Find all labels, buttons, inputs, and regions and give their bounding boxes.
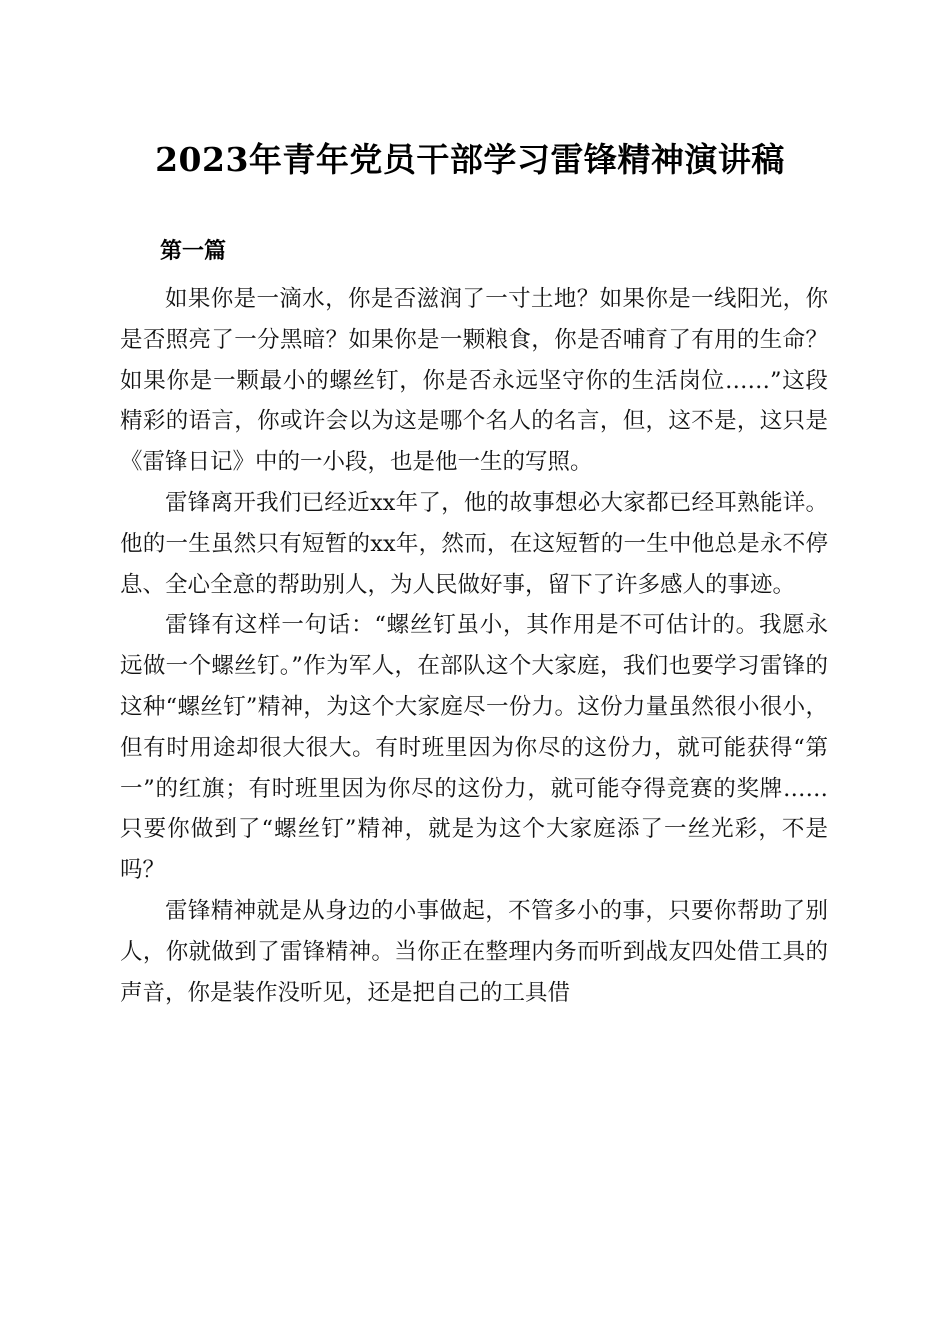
paragraph: 雷锋精神就是从身边的小事做起，不管多小的事，只要你帮助了别人，你就做到了雷锋精神。当你正在整理内务而听到战友四处借工具的声音，你是装作没听见，还是把自己的工具借 [120,897,828,1006]
document-body [120,279,828,1013]
paragraph: 雷锋离开我们已经近xx年了，他的故事想必大家都已经耳熟能详。他的一生虽然只有短暂的xx年，然而，在这短暂的一生中他总是永不停息、全心全意的帮助别人，为人民做好事，留下了许多感人的事迹。 [120,489,828,598]
document-title: 2023年青年党员干部学习雷锋精神演讲稿 [155,140,785,179]
section-heading: 第一篇 [160,238,227,264]
paragraph: 雷锋有这样一句话：“螺丝钉虽小，其作用是不可估计的。我愿永远做一个螺丝钉。”作为军人，在部队这个大家庭，我们也要学习雷锋的这种“螺丝钉”精神，为这个大家庭尽一份力。这份力量虽然很小很小，但有时用途却很大很大。有时班里因为你尽的这份力，就可能获得“第一”的红旗；有时班里因为你尽的这份力，就可能夺得竞赛的奖牌……只要你做到了“螺丝钉”精神，就是为这个大家庭添了一丝光彩，不是吗？ [120,612,828,884]
paragraph: 如果你是一滴水，你是否滋润了一寸土地？如果你是一线阳光，你是否照亮了一分黑暗？如果你是一颗粮食，你是否哺育了有用的生命？如果你是一颗最小的螺丝钉，你是否永远坚守你的生活岗位……”这段精彩的语言，你或许会以为这是哪个名人的名言，但，这不是，这只是《雷锋日记》中的一小段，也是他一生的写照。 [120,286,828,476]
